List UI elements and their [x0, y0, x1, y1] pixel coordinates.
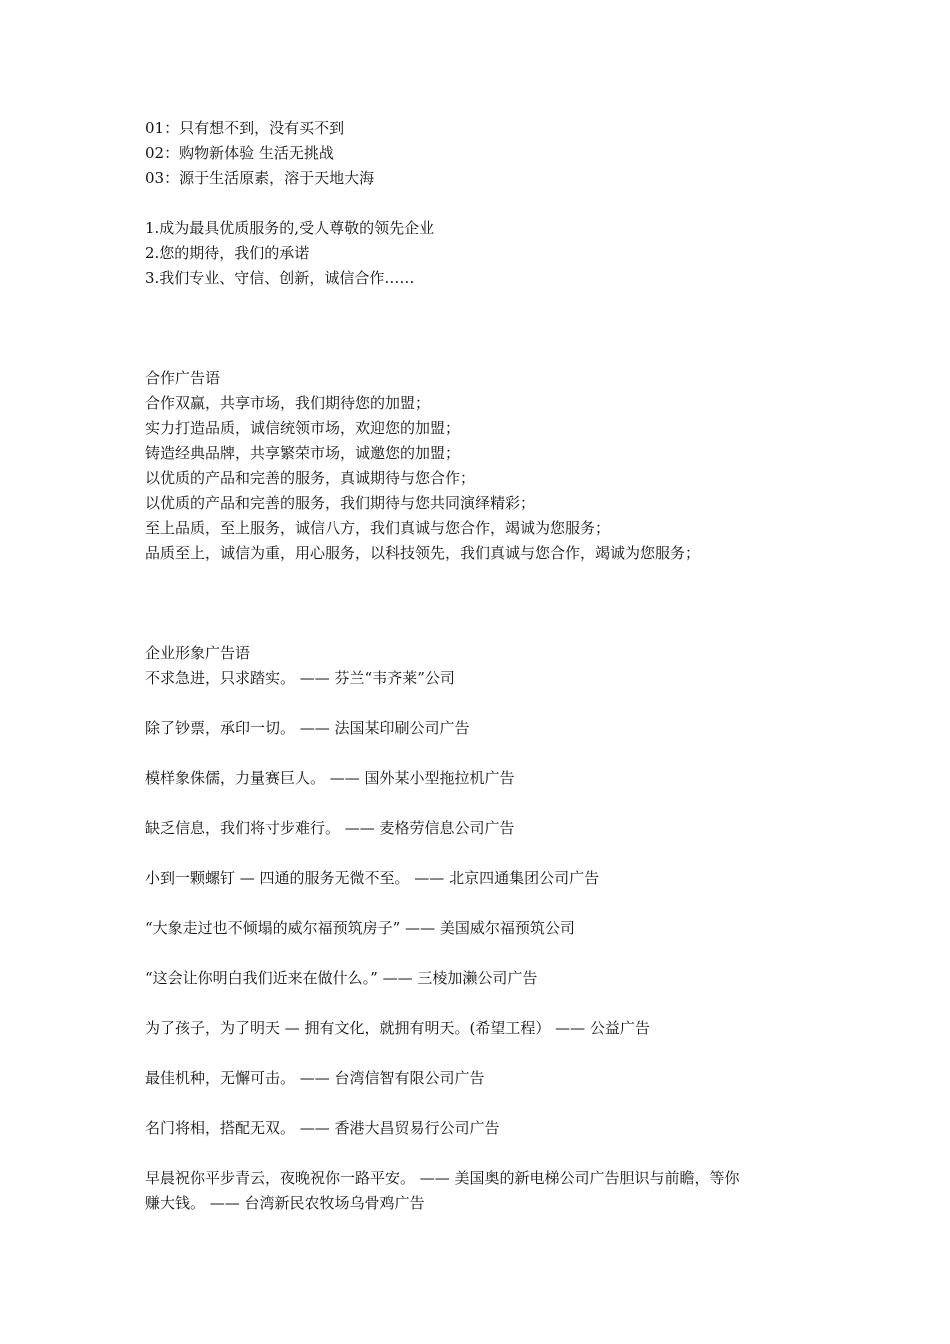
section-title: 合作广告语	[145, 369, 221, 387]
slogan-entry: 除了钞票，承印一切。 —— 法国某印刷公司广告	[145, 719, 470, 737]
section-title: 企业形象广告语	[145, 644, 251, 662]
slogan-line: 2.您的期待，我们的承诺	[145, 244, 310, 262]
cooperation-line: 合作双赢，共享市场，我们期待您的加盟；	[145, 394, 431, 412]
slogan-entry: 早晨祝你平步青云，夜晚祝你一路平安。 —— 美国奥的新电梯公司广告胆识与前瞻，等你	[145, 1169, 740, 1187]
slogan-list-dotted	[145, 216, 825, 291]
slogan-entry: 不求急进，只求踏实。 —— 芬兰“韦齐莱”公司	[145, 669, 455, 687]
slogan-entry: 缺乏信息，我们将寸步难行。 —— 麦格劳信息公司广告	[145, 819, 515, 837]
cooperation-line: 品质至上，诚信为重，用心服务，以科技领先，我们真诚与您合作，竭诚为您服务；	[145, 544, 701, 562]
slogan-entry: 小到一颗螺钉 — 四通的服务无微不至。 —— 北京四通集团公司广告	[145, 869, 600, 887]
slogan-line: 02：购物新体验 生活无挑战	[145, 144, 334, 162]
cooperation-line: 至上品质，至上服务，诚信八方，我们真诚与您合作，竭诚为您服务；	[145, 519, 611, 537]
corporate-image-section	[145, 641, 825, 1216]
slogan-entry: 最佳机种，无懈可击。 —— 台湾信智有限公司广告	[145, 1069, 485, 1087]
slogan-line: 1.成为最具优质服务的,受人尊敬的领先企业	[145, 219, 435, 237]
slogan-list-numbered	[145, 116, 825, 191]
cooperation-line: 以优质的产品和完善的服务，我们期待与您共同演绎精彩；	[145, 494, 536, 512]
cooperation-section	[145, 366, 825, 566]
slogan-entry: 赚大钱。 —— 台湾新民农牧场乌骨鸡广告	[145, 1194, 425, 1212]
slogan-entry: 名门将相，搭配无双。 —— 香港大昌贸易行公司广告	[145, 1119, 500, 1137]
cooperation-line: 铸造经典品牌，共享繁荣市场，诚邀您的加盟；	[145, 444, 461, 462]
slogan-line: 03：源于生活原素，溶于天地大海	[145, 169, 375, 187]
slogan-entry: 模样象侏儒，力量赛巨人。 —— 国外某小型拖拉机广告	[145, 769, 515, 787]
slogan-entry: 为了孩子，为了明天 — 拥有文化，就拥有明天。(希望工程） —— 公益广告	[145, 1019, 650, 1037]
document-page	[145, 116, 825, 1216]
slogan-line: 3.我们专业、守信、创新，诚信合作……	[145, 269, 415, 287]
slogan-entry: “大象走过也不倾塌的威尔福预筑房子” —— 美国威尔福预筑公司	[145, 919, 575, 937]
slogan-line: 01：只有想不到，没有买不到	[145, 119, 345, 137]
cooperation-line: 实力打造品质，诚信统领市场，欢迎您的加盟；	[145, 419, 461, 437]
slogan-entry: “这会让你明白我们近来在做什么。” —— 三棱加濑公司广告	[145, 969, 538, 987]
cooperation-line: 以优质的产品和完善的服务，真诚期待与您合作；	[145, 469, 476, 487]
